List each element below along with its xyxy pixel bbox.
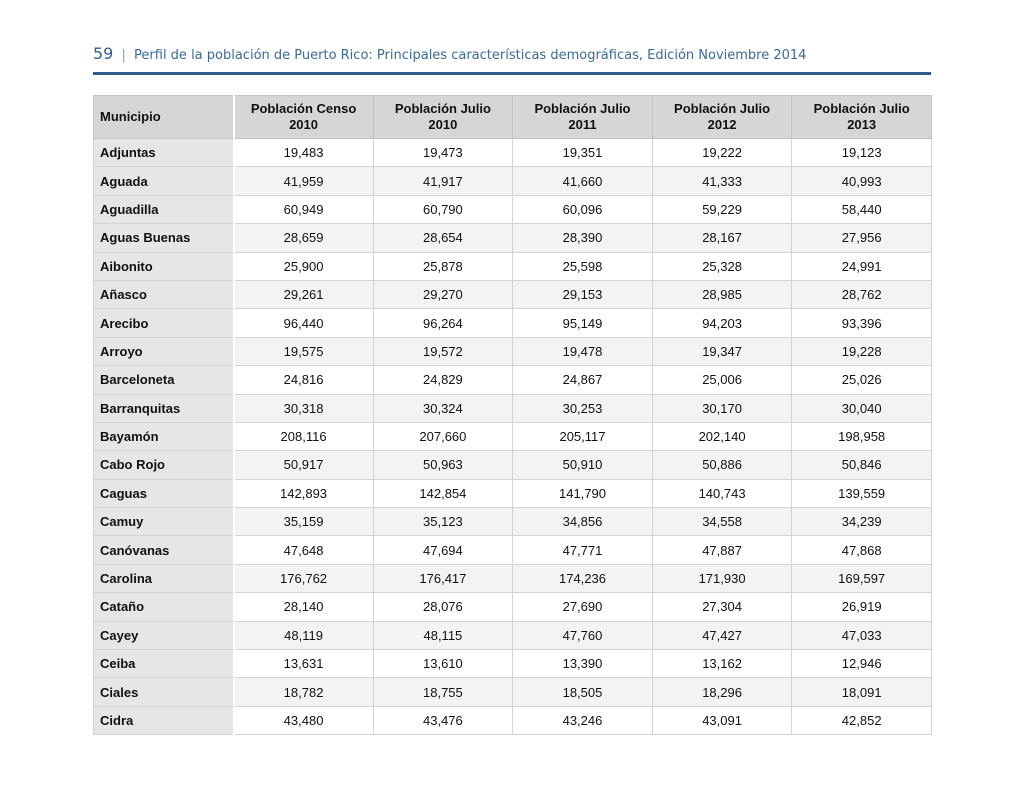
population-cell: 28,390 bbox=[513, 224, 653, 252]
population-cell: 13,390 bbox=[513, 650, 653, 678]
table-row bbox=[94, 678, 932, 706]
population-cell: 140,743 bbox=[652, 479, 792, 507]
population-cell: 40,993 bbox=[792, 167, 932, 195]
population-cell: 95,149 bbox=[513, 309, 653, 337]
population-cell: 47,771 bbox=[513, 536, 653, 564]
table-row bbox=[94, 593, 932, 621]
population-cell: 19,347 bbox=[652, 337, 792, 365]
municipio-cell: Arecibo bbox=[94, 309, 234, 337]
population-cell: 176,417 bbox=[373, 564, 513, 592]
population-cell: 30,318 bbox=[234, 394, 374, 422]
population-cell: 28,076 bbox=[373, 593, 513, 621]
column-header-julio-2012: Población Julio 2012 bbox=[652, 96, 792, 139]
table-body bbox=[94, 139, 932, 735]
population-cell: 29,270 bbox=[373, 280, 513, 308]
population-cell: 25,900 bbox=[234, 252, 374, 280]
population-cell: 94,203 bbox=[652, 309, 792, 337]
table-row bbox=[94, 309, 932, 337]
population-cell: 41,959 bbox=[234, 167, 374, 195]
population-cell: 96,440 bbox=[234, 309, 374, 337]
table-row bbox=[94, 280, 932, 308]
population-cell: 43,246 bbox=[513, 706, 653, 734]
population-cell: 43,476 bbox=[373, 706, 513, 734]
population-cell: 50,917 bbox=[234, 451, 374, 479]
population-cell: 43,480 bbox=[234, 706, 374, 734]
population-cell: 47,887 bbox=[652, 536, 792, 564]
table-row bbox=[94, 650, 932, 678]
column-header-censo-2010: Población Censo 2010 bbox=[234, 96, 374, 139]
population-cell: 142,893 bbox=[234, 479, 374, 507]
table-row bbox=[94, 167, 932, 195]
population-cell: 18,296 bbox=[652, 678, 792, 706]
population-cell: 18,505 bbox=[513, 678, 653, 706]
column-header-julio-2010: Población Julio 2010 bbox=[373, 96, 513, 139]
population-cell: 47,868 bbox=[792, 536, 932, 564]
municipio-cell: Barranquitas bbox=[94, 394, 234, 422]
municipio-cell: Canóvanas bbox=[94, 536, 234, 564]
population-cell: 19,351 bbox=[513, 139, 653, 167]
table-row bbox=[94, 394, 932, 422]
population-cell: 25,878 bbox=[373, 252, 513, 280]
population-cell: 25,026 bbox=[792, 366, 932, 394]
municipio-cell: Adjuntas bbox=[94, 139, 234, 167]
population-cell: 47,694 bbox=[373, 536, 513, 564]
population-cell: 60,096 bbox=[513, 195, 653, 223]
municipio-cell: Carolina bbox=[94, 564, 234, 592]
population-cell: 30,253 bbox=[513, 394, 653, 422]
page-number: 59 bbox=[93, 44, 114, 63]
population-cell: 174,236 bbox=[513, 564, 653, 592]
population-cell: 139,559 bbox=[792, 479, 932, 507]
column-header-julio-2011: Población Julio 2011 bbox=[513, 96, 653, 139]
population-cell: 30,324 bbox=[373, 394, 513, 422]
population-cell: 96,264 bbox=[373, 309, 513, 337]
population-cell: 19,123 bbox=[792, 139, 932, 167]
population-cell: 24,816 bbox=[234, 366, 374, 394]
table-row bbox=[94, 508, 932, 536]
population-cell: 47,427 bbox=[652, 621, 792, 649]
population-cell: 28,654 bbox=[373, 224, 513, 252]
population-cell: 12,946 bbox=[792, 650, 932, 678]
table-row bbox=[94, 366, 932, 394]
population-cell: 24,867 bbox=[513, 366, 653, 394]
table-row bbox=[94, 139, 932, 167]
population-cell: 202,140 bbox=[652, 422, 792, 450]
column-header-municipio: Municipio bbox=[94, 96, 234, 139]
municipio-cell: Aguas Buenas bbox=[94, 224, 234, 252]
column-header-julio-2013: Población Julio 2013 bbox=[792, 96, 932, 139]
population-cell: 141,790 bbox=[513, 479, 653, 507]
population-cell: 24,829 bbox=[373, 366, 513, 394]
population-cell: 29,153 bbox=[513, 280, 653, 308]
population-cell: 35,159 bbox=[234, 508, 374, 536]
population-cell: 41,660 bbox=[513, 167, 653, 195]
municipio-cell: Añasco bbox=[94, 280, 234, 308]
population-cell: 47,760 bbox=[513, 621, 653, 649]
population-cell: 27,304 bbox=[652, 593, 792, 621]
population-cell: 18,755 bbox=[373, 678, 513, 706]
population-cell: 50,846 bbox=[792, 451, 932, 479]
table-row bbox=[94, 621, 932, 649]
population-cell: 13,162 bbox=[652, 650, 792, 678]
population-cell: 28,659 bbox=[234, 224, 374, 252]
population-cell: 60,949 bbox=[234, 195, 374, 223]
population-cell: 47,033 bbox=[792, 621, 932, 649]
table-row bbox=[94, 195, 932, 223]
municipio-cell: Cayey bbox=[94, 621, 234, 649]
table-row bbox=[94, 337, 932, 365]
population-cell: 30,040 bbox=[792, 394, 932, 422]
population-cell: 60,790 bbox=[373, 195, 513, 223]
population-cell: 19,575 bbox=[234, 337, 374, 365]
population-cell: 41,917 bbox=[373, 167, 513, 195]
population-cell: 171,930 bbox=[652, 564, 792, 592]
municipio-cell: Ciales bbox=[94, 678, 234, 706]
table-row bbox=[94, 536, 932, 564]
population-cell: 13,610 bbox=[373, 650, 513, 678]
population-cell: 28,985 bbox=[652, 280, 792, 308]
population-cell: 93,396 bbox=[792, 309, 932, 337]
population-cell: 48,119 bbox=[234, 621, 374, 649]
table-row bbox=[94, 451, 932, 479]
population-cell: 27,956 bbox=[792, 224, 932, 252]
table-row bbox=[94, 422, 932, 450]
table-row bbox=[94, 706, 932, 734]
population-cell: 198,958 bbox=[792, 422, 932, 450]
table-header-row bbox=[94, 96, 932, 139]
population-cell: 19,228 bbox=[792, 337, 932, 365]
municipio-cell: Camuy bbox=[94, 508, 234, 536]
population-cell: 25,328 bbox=[652, 252, 792, 280]
population-cell: 50,910 bbox=[513, 451, 653, 479]
population-cell: 19,222 bbox=[652, 139, 792, 167]
population-cell: 48,115 bbox=[373, 621, 513, 649]
population-cell: 28,140 bbox=[234, 593, 374, 621]
table-row bbox=[94, 479, 932, 507]
population-cell: 50,886 bbox=[652, 451, 792, 479]
population-cell: 208,116 bbox=[234, 422, 374, 450]
municipio-cell: Barceloneta bbox=[94, 366, 234, 394]
population-table bbox=[93, 95, 932, 735]
population-cell: 18,091 bbox=[792, 678, 932, 706]
table-row bbox=[94, 252, 932, 280]
population-cell: 205,117 bbox=[513, 422, 653, 450]
table-row bbox=[94, 224, 932, 252]
population-cell: 28,762 bbox=[792, 280, 932, 308]
population-cell: 19,478 bbox=[513, 337, 653, 365]
population-cell: 207,660 bbox=[373, 422, 513, 450]
population-cell: 58,440 bbox=[792, 195, 932, 223]
population-cell: 34,856 bbox=[513, 508, 653, 536]
population-cell: 19,572 bbox=[373, 337, 513, 365]
population-cell: 26,919 bbox=[792, 593, 932, 621]
municipio-cell: Cabo Rojo bbox=[94, 451, 234, 479]
population-cell: 25,598 bbox=[513, 252, 653, 280]
population-cell: 13,631 bbox=[234, 650, 374, 678]
population-cell: 25,006 bbox=[652, 366, 792, 394]
population-cell: 18,782 bbox=[234, 678, 374, 706]
population-cell: 19,473 bbox=[373, 139, 513, 167]
municipio-cell: Bayamón bbox=[94, 422, 234, 450]
population-cell: 41,333 bbox=[652, 167, 792, 195]
header-rule bbox=[93, 72, 931, 75]
municipio-cell: Cataño bbox=[94, 593, 234, 621]
municipio-cell: Caguas bbox=[94, 479, 234, 507]
population-cell: 28,167 bbox=[652, 224, 792, 252]
table-row bbox=[94, 564, 932, 592]
population-cell: 176,762 bbox=[234, 564, 374, 592]
municipio-cell: Cidra bbox=[94, 706, 234, 734]
population-cell: 19,483 bbox=[234, 139, 374, 167]
population-cell: 30,170 bbox=[652, 394, 792, 422]
population-cell: 34,239 bbox=[792, 508, 932, 536]
population-cell: 142,854 bbox=[373, 479, 513, 507]
page-header bbox=[93, 44, 933, 63]
population-cell: 27,690 bbox=[513, 593, 653, 621]
population-cell: 35,123 bbox=[373, 508, 513, 536]
document-title: Perfil de la población de Puerto Rico: Principales características demográficas, Edición Noviembre 2014 bbox=[134, 48, 807, 63]
population-cell: 169,597 bbox=[792, 564, 932, 592]
municipio-cell: Ceiba bbox=[94, 650, 234, 678]
population-cell: 50,963 bbox=[373, 451, 513, 479]
population-cell: 29,261 bbox=[234, 280, 374, 308]
population-cell: 47,648 bbox=[234, 536, 374, 564]
header-separator: | bbox=[121, 48, 126, 63]
municipio-cell: Aibonito bbox=[94, 252, 234, 280]
municipio-cell: Aguada bbox=[94, 167, 234, 195]
municipio-cell: Aguadilla bbox=[94, 195, 234, 223]
population-cell: 43,091 bbox=[652, 706, 792, 734]
population-cell: 34,558 bbox=[652, 508, 792, 536]
population-cell: 42,852 bbox=[792, 706, 932, 734]
municipio-cell: Arroyo bbox=[94, 337, 234, 365]
population-cell: 24,991 bbox=[792, 252, 932, 280]
population-cell: 59,229 bbox=[652, 195, 792, 223]
